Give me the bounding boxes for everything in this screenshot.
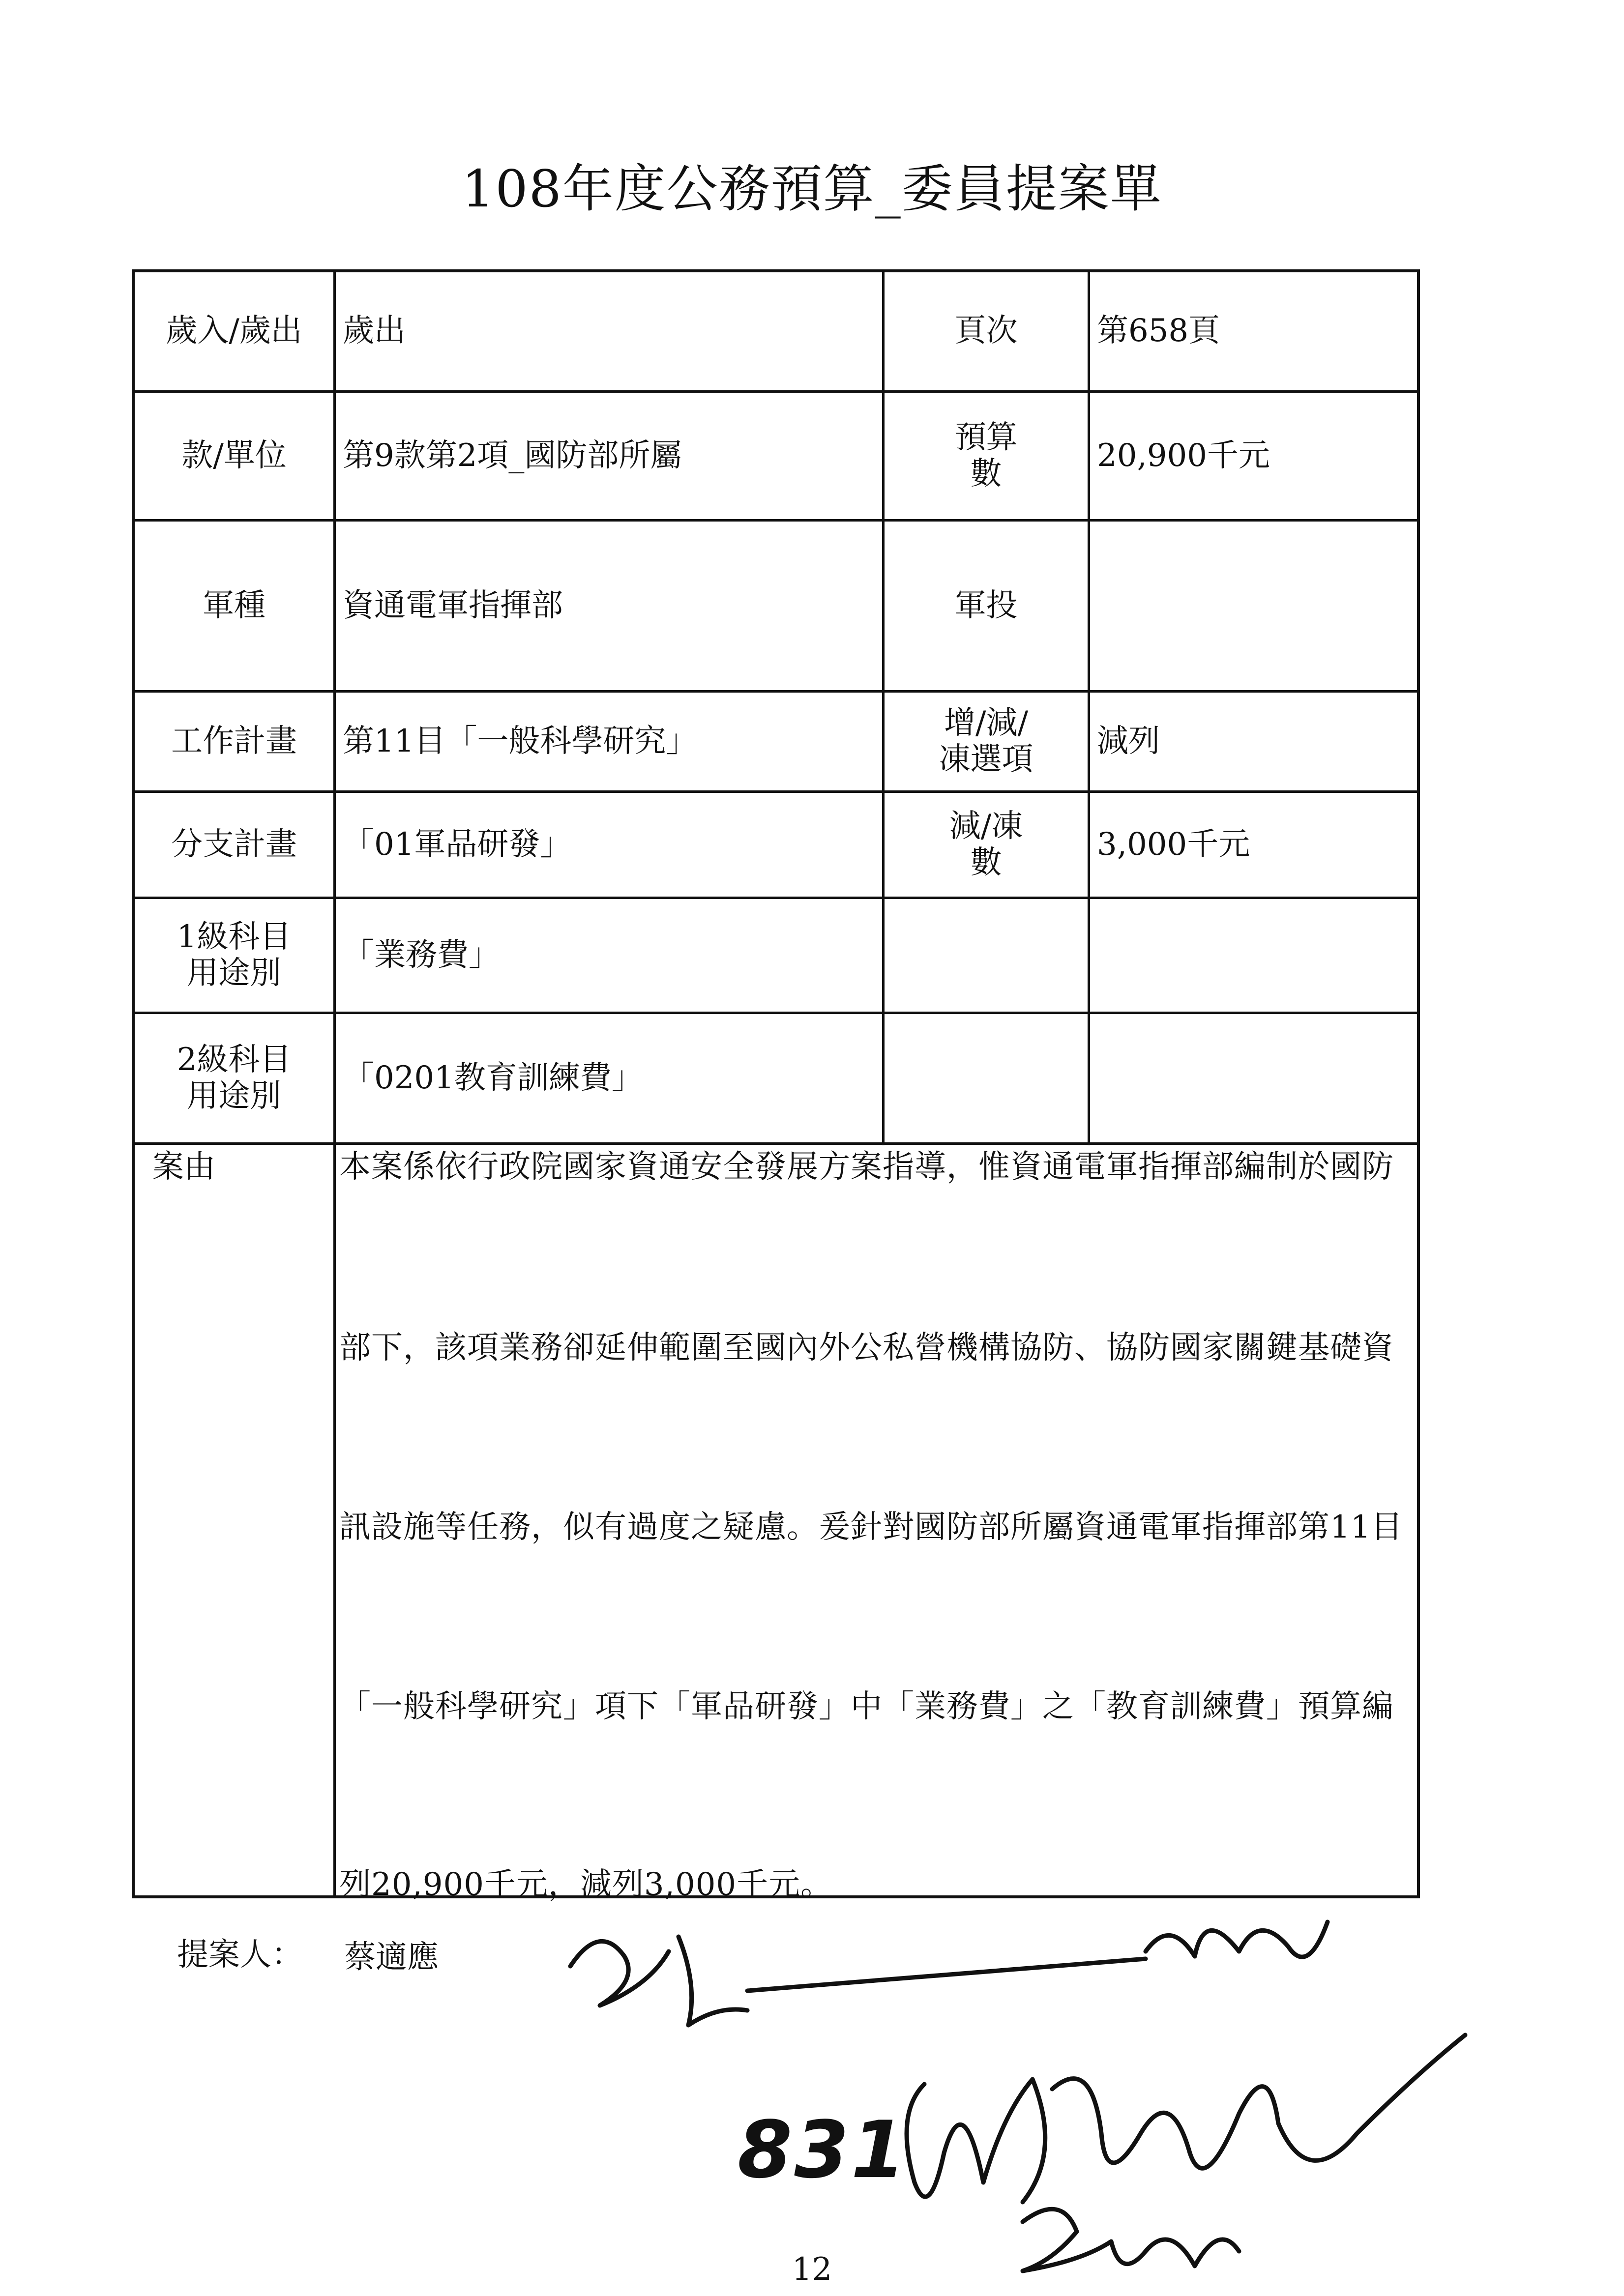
- document-title: 108年度公務預算_委員提案單: [462, 159, 1162, 219]
- row-label-budget-amount: 預算數: [954, 419, 1018, 492]
- row-value-revenue-expenditure: 歲出: [343, 313, 406, 349]
- row-label-branch-plan: 分支計畫: [171, 826, 297, 863]
- proposer-name: 蔡適應: [344, 1939, 439, 1976]
- reason-label-text: 案由: [152, 1149, 215, 1185]
- reason-line: 部下，該項業務卻延伸範圍至國內外公私營機構協防、協防國家關鍵基礎資: [339, 1330, 1394, 1366]
- proposer-label: 提案人：: [177, 1937, 303, 1973]
- row-label-action-option: 增/減/凍選項: [939, 704, 1033, 778]
- row-value-level1-category: 「業務費」: [343, 936, 500, 973]
- row-label-page: 頁次: [954, 313, 1018, 349]
- reason-line: 列20,900千元，減列3,000千元。: [339, 1866, 833, 1903]
- row-value-budget-amount: 20,900千元: [1097, 437, 1270, 474]
- row-value-work-plan: 第11目「一般科學研究」: [343, 723, 698, 759]
- row-value-empty-7: [1090, 1014, 1415, 1142]
- row-value-section-unit: 第9款第2項_國防部所屬: [343, 437, 682, 474]
- row-value-action-option: 減列: [1097, 723, 1160, 759]
- stamp-number: 831: [738, 2104, 908, 2196]
- row-label-level1-category: 1級科目用途別: [177, 918, 292, 991]
- row-label-work-plan: 工作計畫: [171, 723, 297, 759]
- row-value-branch-plan: 「01軍品研發」: [343, 826, 572, 863]
- reason-line: 「一般科學研究」項下「軍品研發」中「業務費」之「教育訓練費」預算編: [339, 1688, 1394, 1725]
- row-value-military-investment: [1090, 522, 1415, 690]
- row-label-section-unit: 款/單位: [181, 437, 287, 474]
- row-value-empty-6: [1090, 899, 1415, 1012]
- row-value-level2-category: 「0201教育訓練費」: [343, 1059, 643, 1096]
- row-value-military-branch: 資通電軍指揮部: [343, 587, 563, 624]
- row-label-military-investment: 軍投: [954, 587, 1018, 624]
- row-label-empty-7: [885, 1014, 1088, 1142]
- row-label-reduction-amount: 減/凍數: [949, 808, 1023, 881]
- reason-line: 訊設施等任務，似有過度之疑慮。爰針對國防部所屬資通電軍指揮部第11目: [339, 1509, 1403, 1545]
- row-label-empty-6: [885, 899, 1088, 1012]
- row-label-military-branch: 軍種: [203, 587, 266, 624]
- proposal-form-table: [132, 269, 1420, 1898]
- reason-line: 本案係依行政院國家資通安全發展方案指導，惟資通電軍指揮部編制於國防: [339, 1149, 1394, 1185]
- handwritten-signatures: [541, 1878, 1475, 2296]
- page-number: 12: [792, 2251, 832, 2288]
- row-label-revenue-expenditure: 歲入/歲出: [166, 313, 302, 349]
- row-value-page: 第658頁: [1097, 313, 1220, 349]
- row-label-level2-category: 2級科目用途別: [177, 1041, 292, 1114]
- reason-label: [152, 1141, 280, 1187]
- row-value-reduction-amount: 3,000千元: [1097, 826, 1250, 863]
